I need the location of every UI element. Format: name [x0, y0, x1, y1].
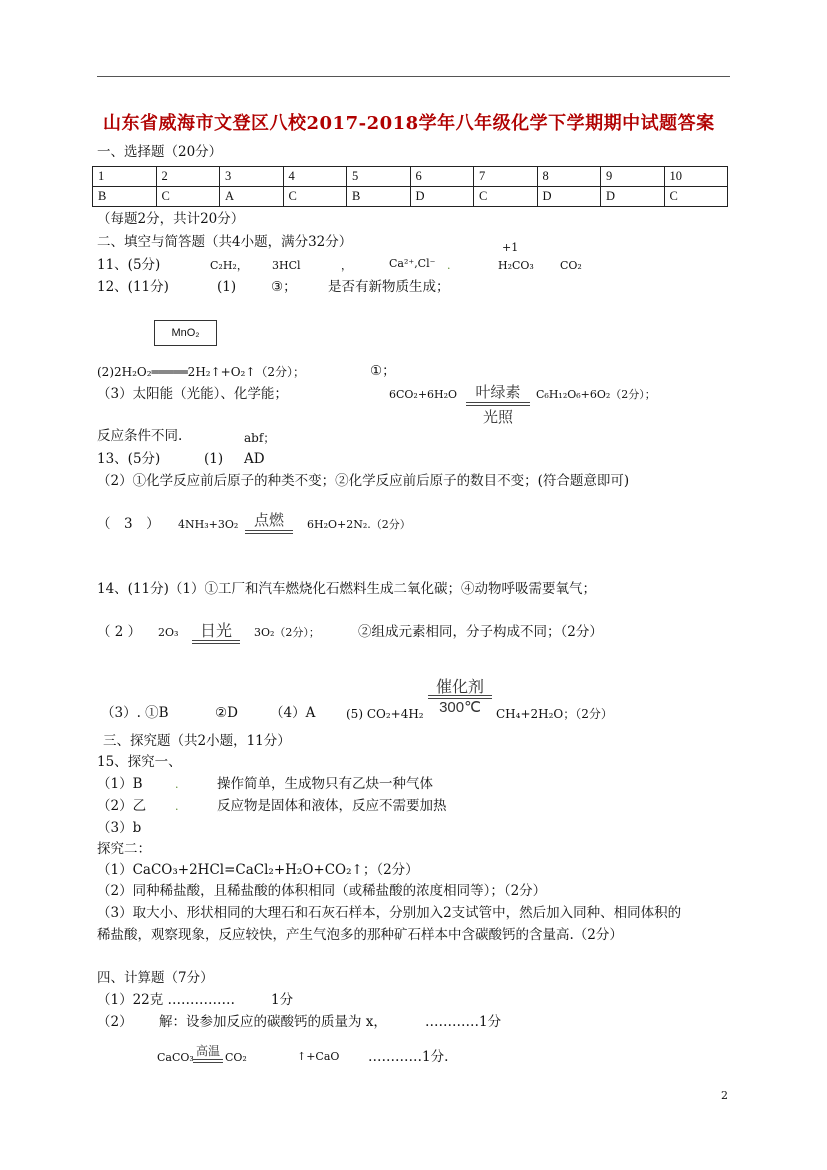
- q12-equation-2: (2)2H₂O₂═════2H₂↑+O₂↑（2分）；: [97, 365, 306, 379]
- q11-answer-5: CO₂: [560, 259, 582, 272]
- q13-part1: (1): [204, 451, 224, 467]
- q13-part3: （ 3 ）: [97, 516, 160, 532]
- q12-eq3-left: 6CO₂+6H₂O: [389, 388, 458, 401]
- section1-note: （每题2分，共计20分）: [97, 211, 245, 227]
- q15-i1-dot: .: [175, 778, 179, 791]
- calc-part1: （1）22克 ……………: [97, 992, 236, 1008]
- calc-eq-score: …………1分.: [368, 1049, 449, 1065]
- q14-eq5-condition-top: 催化剂: [435, 679, 484, 696]
- table-row-answers: [93, 187, 728, 207]
- table-cell: 5: [347, 167, 411, 187]
- q11-dot: .: [447, 259, 451, 272]
- answer-table: [92, 166, 728, 207]
- q15-part2-label: 探究二：: [97, 841, 151, 857]
- table-cell: B: [93, 187, 157, 207]
- q12-part1-text: 是否有新物质生成；: [328, 279, 450, 295]
- q14-part2-answer: ②组成元素相同，分子构成不同；（2分）: [358, 624, 603, 640]
- q13-eq-left: 4NH₃+3O₂: [178, 518, 239, 531]
- calc-part1-score: 1分: [271, 992, 294, 1008]
- q14-line1: 14、(11分)（1）①工厂和汽车燃烧化石燃料生成二氧化碳；④动物呼吸需要氧气；: [97, 581, 596, 597]
- table-cell: 3: [220, 167, 284, 187]
- calc-eq-right: ↑+CaO: [297, 1050, 340, 1063]
- table-cell: 6: [410, 167, 474, 187]
- q11-answer-4: H₂CO₃: [498, 259, 534, 272]
- calc-eq-left: CaCO₃: [157, 1051, 194, 1064]
- q14-eq-right: 3O₂（2分）；: [254, 626, 320, 639]
- q11-answer-2: 3HCl: [272, 259, 301, 272]
- q13-label: 13、(5分): [97, 451, 161, 467]
- q14-part5: (5) CO₂+4H₂: [346, 707, 424, 721]
- table-cell: 7: [474, 167, 538, 187]
- q15-label: 15、探究一、: [97, 754, 182, 770]
- q14-eq5-condition-bottom: 300℃: [439, 699, 481, 716]
- q15-j3-line2: 稀盐酸，观察现象，反应较快，产生气泡多的那种矿石样本中含碳酸钙的含量高.（2分）: [97, 927, 623, 943]
- q13-eq-arrow: [245, 530, 293, 534]
- table-cell: 4: [283, 167, 347, 187]
- q11-answer-1: C₂H₂，: [210, 259, 248, 272]
- table-cell: 1: [93, 167, 157, 187]
- table-cell: 10: [664, 167, 728, 187]
- q15-i2-reason: 反应物是固体和液体，反应不需要加热: [217, 798, 447, 814]
- q14-part2: （ 2 ）: [97, 624, 142, 640]
- calc-eq-condition: 高温: [195, 1044, 220, 1058]
- calc-part2: （2）: [97, 1014, 133, 1030]
- section2-heading: 二、填空与简答题（共4小题，满分32分）: [97, 234, 353, 250]
- q15-i3-answer: （3）b: [97, 820, 142, 836]
- section4-heading: 四、计算题（7分）: [97, 970, 214, 986]
- q14-part4: （4）A: [270, 705, 316, 721]
- table-cell: 9: [601, 167, 665, 187]
- q11-valence: +1: [502, 241, 519, 254]
- table-cell: C: [156, 187, 220, 207]
- q14-eq-condition: 日光: [199, 623, 232, 640]
- q12-part1: (1): [217, 279, 237, 295]
- table-cell: D: [537, 187, 601, 207]
- q12-eq3-right: C₆H₁₂O₆+6O₂（2分）；: [536, 388, 656, 401]
- table-cell: C: [283, 187, 347, 207]
- section3-heading: 三、探究题（共2小题，11分）: [103, 733, 291, 749]
- calc-eq-arrow: [193, 1059, 223, 1063]
- q12-eq3-condition-bottom: 光照: [482, 409, 513, 426]
- table-cell: C: [664, 187, 728, 207]
- table-cell: C: [474, 187, 538, 207]
- table-row-numbers: [93, 167, 728, 187]
- q13-eq-right: 6H₂O+2N₂.（2分）: [307, 518, 411, 531]
- table-cell: D: [601, 187, 665, 207]
- q15-i1-answer: （1）B: [97, 776, 143, 792]
- table-cell: B: [347, 187, 411, 207]
- q15-j1: （1）CaCO₃+2HCl=CaCl₂+H₂O+CO₂↑；（2分）: [97, 862, 419, 878]
- q11-label: 11、(5分): [97, 257, 161, 273]
- q12-part2-answer: ①；: [370, 363, 396, 379]
- q15-i2-dot: .: [175, 800, 179, 813]
- table-cell: 2: [156, 167, 220, 187]
- catalyst-box: [154, 320, 217, 346]
- q12-part4: 反应条件不同.: [97, 428, 183, 444]
- q15-j2: （2）同种稀盐酸，且稀盐酸的体积相同（或稀盐酸的浓度相同等）；（2分）: [97, 883, 547, 899]
- page-number: 2: [721, 1089, 728, 1102]
- q14-eq-arrow: [192, 640, 240, 644]
- q13-eq-condition: 点燃: [253, 512, 284, 529]
- document-title: 山东省威海市文登区八校2017-2018学年八年级化学下学期期中试题答案: [103, 113, 715, 134]
- table-cell: 8: [537, 167, 601, 187]
- q15-j3-line1: （3）取大小、形状相同的大理石和石灰石样本，分别加入2支试管中，然后加入同种、相同体积的: [97, 905, 682, 921]
- q15-i2-answer: （2）乙: [97, 798, 147, 814]
- q13-part1-answer: AD: [244, 451, 265, 467]
- q12-part4-answer: abf；: [244, 431, 276, 445]
- q13-part2: （2）①化学反应前后原子的种类不变；②化学反应前后原子的数目不变；(符合题意即可): [97, 473, 630, 489]
- q14-eq-left: 2O₃: [158, 626, 179, 639]
- q11-answer-3: Ca²⁺,Cl⁻: [389, 257, 436, 270]
- calc-part2-solution: 解：设参加反应的碳酸钙的质量为 x，: [159, 1014, 387, 1030]
- calc-part2-score: …………1分: [425, 1014, 502, 1030]
- q14-eq5-right: CH₄+2H₂O；（2分）: [496, 707, 613, 721]
- q14-part3-answer: ②D: [215, 705, 238, 721]
- q12-label: 12、(11分): [97, 279, 169, 295]
- table-cell: A: [220, 187, 284, 207]
- q11-comma: ，: [341, 259, 352, 272]
- table-cell: D: [410, 187, 474, 207]
- catalyst-label: MnO₂: [171, 327, 200, 339]
- q14-part3: （3）. ①B: [101, 705, 169, 721]
- header-rule: [97, 76, 730, 77]
- q12-eq3-condition-top: 叶绿素: [475, 384, 521, 401]
- q15-i1-reason: 操作简单，生成物只有乙炔一种气体: [217, 776, 433, 792]
- section1-heading: 一、选择题（20分）: [97, 144, 223, 160]
- q12-part3: （3）太阳能（光能）、化学能；: [97, 386, 288, 402]
- q12-part1-answer: ③；: [271, 279, 297, 295]
- calc-eq-mid: CO₂: [225, 1051, 247, 1064]
